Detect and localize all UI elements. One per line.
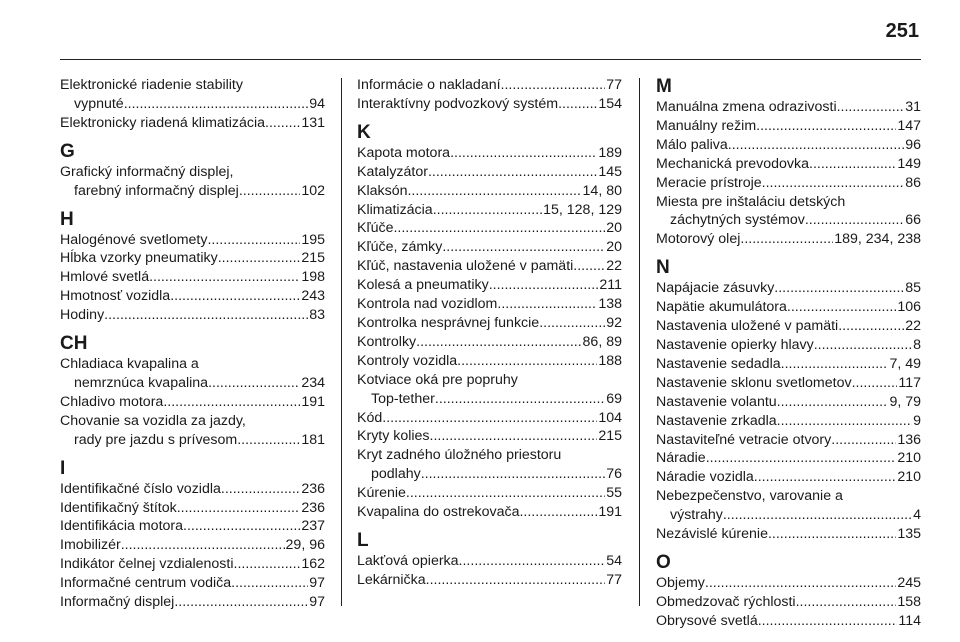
index-entry <box>60 393 325 412</box>
index-term: Nastavenie volantu <box>656 393 777 410</box>
dot-leader <box>706 449 897 468</box>
dot-leader <box>501 76 606 95</box>
index-term: Kúrenie <box>357 485 406 502</box>
index-entry <box>60 306 325 325</box>
dot-leader <box>163 393 300 412</box>
dot-leader <box>450 144 597 163</box>
index-term: Nebezpečenstvo, varovanie a <box>656 488 843 505</box>
dot-leader <box>207 231 300 250</box>
dot-leader <box>519 503 597 522</box>
index-term: Nastavenie zrkadla <box>656 412 777 429</box>
index-entry <box>656 525 921 544</box>
dot-leader <box>234 555 301 574</box>
index-entry <box>656 193 921 231</box>
page-reference: 138 <box>598 296 622 313</box>
index-entry <box>656 298 921 317</box>
dot-leader <box>407 182 581 201</box>
index-entry <box>357 238 622 257</box>
index-term: Mechanická prevodovka <box>656 155 809 172</box>
dot-leader <box>852 374 898 393</box>
index-term: Obmedzovač rýchlosti <box>656 593 796 610</box>
index-term: Lakťová opierka <box>357 552 459 569</box>
page-reference: 15, 128, 129 <box>543 201 622 218</box>
dot-leader <box>149 268 300 287</box>
index-term: Kryt zadného úložného priestoru <box>357 447 562 464</box>
index-entry <box>60 517 325 536</box>
page-reference: 210 <box>897 469 921 486</box>
index-column-1 <box>60 76 325 612</box>
index-entry <box>60 249 325 268</box>
index-term: farebný informačný displej <box>74 182 239 199</box>
index-term: vypnuté <box>74 95 124 112</box>
page-reference: 237 <box>301 518 325 535</box>
index-entry <box>357 352 622 371</box>
index-term: Identifikačný štítok <box>60 499 177 516</box>
index-term: Kľúče <box>357 220 394 237</box>
index-entry <box>656 612 921 631</box>
index-term: Hĺbka vzorky pneumatiky <box>60 250 218 267</box>
index-term: Náradie <box>656 450 706 467</box>
index-term: Kolesá a pneumatiky <box>357 277 489 294</box>
page-reference: 31 <box>905 99 921 115</box>
dot-leader <box>183 517 300 536</box>
dot-leader <box>428 163 597 182</box>
index-entry <box>656 155 921 174</box>
index-entry <box>656 593 921 612</box>
index-entry <box>60 412 325 450</box>
page-reference: 117 <box>898 374 921 391</box>
index-entry <box>656 574 921 593</box>
index-entry <box>357 552 622 571</box>
page-reference: 55 <box>606 485 622 502</box>
index-entry <box>656 412 921 431</box>
dot-leader <box>442 238 605 257</box>
dot-leader <box>838 317 904 336</box>
index-term: Elektronické riadenie stability <box>60 77 243 93</box>
dot-leader <box>777 393 889 412</box>
index-entry <box>656 374 921 393</box>
index-entry <box>656 487 921 525</box>
index-entry <box>60 480 325 499</box>
index-term: Náradie vozidla <box>656 469 754 486</box>
index-term: Kvapalina do ostrekovača <box>357 504 520 521</box>
dot-leader <box>406 484 605 503</box>
index-term: Indikátor čelnej vzdialenosti <box>60 556 234 573</box>
page-reference: 236 <box>301 499 325 516</box>
page-reference: 162 <box>301 556 325 573</box>
index-entry <box>357 446 622 484</box>
index-entry <box>60 163 325 201</box>
index-term: Nastaviteľné vetracie otvory <box>656 431 832 448</box>
page-reference: 104 <box>598 409 622 426</box>
page-reference: 189 <box>598 144 622 161</box>
index-entry <box>656 98 921 117</box>
index-entry <box>357 427 622 446</box>
letter-heading: M <box>656 76 672 97</box>
index-entry <box>357 333 622 352</box>
page-reference: 66 <box>905 212 921 229</box>
index-term: Kód <box>357 409 383 426</box>
page-reference: 211 <box>599 277 622 294</box>
dot-leader <box>121 536 285 555</box>
index-entry <box>357 257 622 276</box>
index-entry <box>357 484 622 503</box>
index-term: Katalyzátor <box>357 163 428 180</box>
page-reference: 97 <box>309 575 325 592</box>
dot-leader <box>774 279 904 298</box>
index-term: Manuálny režim <box>656 117 757 134</box>
index-term: Nastavenia uložené v pamäti <box>656 318 839 335</box>
page-reference: 243 <box>301 288 325 305</box>
index-term: Málo paliva <box>656 136 728 153</box>
dot-leader <box>558 95 597 114</box>
dot-leader <box>208 374 300 393</box>
column-divider <box>639 78 640 606</box>
letter-heading: K <box>357 121 371 143</box>
page-reference: 106 <box>897 299 921 316</box>
index-entry <box>656 393 921 412</box>
index-term: výstrahy <box>670 507 723 524</box>
page-reference: 85 <box>905 280 921 297</box>
page-reference: 22 <box>606 258 622 275</box>
page-reference: 86 <box>905 174 921 191</box>
index-entry <box>60 355 325 393</box>
dot-leader <box>231 574 308 593</box>
index-term: rady pre jazdu s prívesom <box>74 431 238 448</box>
dot-leader <box>831 431 896 450</box>
page-reference: 20 <box>606 220 622 237</box>
page-reference: 77 <box>606 77 622 93</box>
dot-leader <box>723 506 912 525</box>
index-term: Informácie o nakladaní <box>357 77 501 93</box>
index-entry <box>656 449 921 468</box>
dot-leader <box>382 409 597 428</box>
index-entry <box>60 574 325 593</box>
letter-heading: CH <box>60 333 88 355</box>
dot-leader <box>539 314 605 333</box>
index-term: Nastavenie opierky hlavy <box>656 336 814 353</box>
index-term: Klimatizácia <box>357 201 433 218</box>
dot-leader <box>218 249 301 268</box>
index-entry <box>357 219 622 238</box>
index-entry <box>357 144 622 163</box>
index-term: Obrysové svetlá <box>656 612 758 629</box>
letter-heading: N <box>656 257 670 279</box>
page-reference: 191 <box>301 393 325 410</box>
index-entry <box>60 536 325 555</box>
index-term: Kontrolka nesprávnej funkcie <box>357 314 540 331</box>
index-term: záchytných systémov <box>670 212 805 229</box>
index-entry <box>60 114 325 133</box>
index-entry <box>357 371 622 409</box>
page-reference: 77 <box>606 571 622 588</box>
index-term: Lekárnička <box>357 571 426 588</box>
page-reference: 69 <box>606 390 622 407</box>
page-reference: 147 <box>897 117 921 134</box>
dot-leader <box>433 201 542 220</box>
index-term: Kľúč, nastavenia uložené v pamäti <box>357 258 574 275</box>
index-term: Nastavenie sklonu svetlometov <box>656 374 852 391</box>
page-reference: 210 <box>897 450 921 467</box>
page-reference: 96 <box>905 136 921 153</box>
page-reference: 86, 89 <box>582 333 622 350</box>
index-term: Napätie akumulátora <box>656 299 787 316</box>
index-term: Miesta pre inštaláciu detských <box>656 193 846 210</box>
dot-leader <box>573 257 605 276</box>
index-entry <box>656 117 921 136</box>
dot-leader <box>421 465 606 484</box>
index-term: Motorový olej <box>656 231 741 248</box>
dot-leader <box>489 276 599 295</box>
index-term: Kontroly vozidla <box>357 352 458 369</box>
index-entry <box>656 136 921 155</box>
page-reference: 136 <box>897 431 921 448</box>
page-reference: 215 <box>301 250 325 267</box>
page-reference: 236 <box>301 480 325 497</box>
index-term: Top-tether <box>371 390 435 407</box>
index-term: Napájacie zásuvky <box>656 280 775 297</box>
page-reference: 97 <box>309 594 325 611</box>
page-reference: 92 <box>606 314 622 331</box>
dot-leader <box>265 114 300 133</box>
index-entry <box>60 287 325 306</box>
page-reference: 154 <box>598 95 622 112</box>
index-term: Kontrola nad vozidlom <box>357 296 498 313</box>
page-reference: 7, 49 <box>889 355 921 372</box>
dot-leader <box>497 295 597 314</box>
dot-leader <box>756 117 896 136</box>
dot-leader <box>814 336 912 355</box>
page-reference: 76 <box>606 466 622 483</box>
index-entry <box>357 571 622 590</box>
dot-leader <box>435 390 605 409</box>
page-reference: 4 <box>913 507 921 524</box>
index-term: podlahy <box>371 466 421 483</box>
index-term: Hmotnosť vozidla <box>60 288 171 305</box>
dot-leader <box>416 333 581 352</box>
index-entry <box>656 431 921 450</box>
page-reference: 14, 80 <box>582 182 622 199</box>
dot-leader <box>787 298 896 317</box>
page-reference: 198 <box>301 269 325 286</box>
page-reference: 215 <box>598 428 622 445</box>
index-entry <box>357 201 622 220</box>
dot-leader <box>221 480 300 499</box>
page-reference: 189, 234, 238 <box>834 231 921 248</box>
letter-heading: L <box>357 529 369 551</box>
page-reference: 135 <box>897 526 921 543</box>
dot-leader <box>457 352 597 371</box>
dot-leader <box>754 468 897 487</box>
dot-leader <box>805 211 904 230</box>
index-entry <box>656 355 921 374</box>
page-reference: 8 <box>913 336 921 353</box>
index-term: Chladiaca kvapalina a <box>60 356 199 373</box>
dot-leader <box>809 155 896 174</box>
page-number: 251 <box>885 20 919 42</box>
dot-leader <box>393 219 605 238</box>
dot-leader <box>237 431 300 450</box>
index-entry <box>357 95 622 114</box>
index-entry <box>60 499 325 518</box>
header-rule <box>60 59 921 60</box>
index-entry <box>656 174 921 193</box>
index-term: Meracie prístroje <box>656 174 762 191</box>
index-term: Identifikačné číslo vozidla <box>60 480 221 497</box>
dot-leader <box>104 306 308 325</box>
index-term: Kontrolky <box>357 333 417 350</box>
index-entry <box>60 231 325 250</box>
page-reference: 54 <box>606 552 622 569</box>
index-entry <box>60 76 325 114</box>
page-reference: 22 <box>905 318 921 335</box>
dot-leader <box>170 287 300 306</box>
page-reference: 9, 79 <box>889 393 921 410</box>
index-entry <box>656 317 921 336</box>
dot-leader <box>768 525 896 544</box>
index-term: Hodiny <box>60 307 105 324</box>
index-term: Manuálna zmena odrazivosti <box>656 99 837 115</box>
index-term: Kľúče, zámky <box>357 239 443 256</box>
letter-heading: O <box>656 551 671 573</box>
index-term: Informačné centrum vodiča <box>60 575 232 592</box>
page-reference: 195 <box>301 231 325 248</box>
index-term: Grafický informačný displej, <box>60 163 234 180</box>
dot-leader <box>781 355 889 374</box>
page-reference: 234 <box>301 374 325 391</box>
index-entry <box>357 314 622 333</box>
index-term: Nezávislé kúrenie <box>656 526 768 543</box>
index-entry <box>656 468 921 487</box>
page-reference: 9 <box>913 412 921 429</box>
dot-leader <box>174 593 308 612</box>
index-term: Identifikácia motora <box>60 518 184 535</box>
index-entry <box>60 268 325 287</box>
dot-leader <box>837 98 905 117</box>
index-entry <box>357 163 622 182</box>
dot-leader <box>426 571 606 590</box>
page-reference: 94 <box>309 95 325 112</box>
index-entry <box>656 279 921 298</box>
index-term: Interaktívny podvozkový systém <box>357 95 559 112</box>
page-reference: 83 <box>309 307 325 324</box>
dot-leader <box>430 427 598 446</box>
index-entry <box>357 503 622 522</box>
page-reference: 158 <box>897 593 921 610</box>
page-reference: 149 <box>897 155 921 172</box>
dot-leader <box>740 230 833 249</box>
index-term: Nastavenie sedadla <box>656 355 781 372</box>
page-reference: 114 <box>898 612 921 629</box>
page-reference: 188 <box>598 352 622 369</box>
index-term: Hmlové svetlá <box>60 269 150 286</box>
letter-heading: G <box>60 140 75 162</box>
dot-leader <box>239 182 301 201</box>
index-term: Klaksón <box>357 182 408 199</box>
index-term: Objemy <box>656 574 705 591</box>
dot-leader <box>705 574 896 593</box>
letter-heading: I <box>60 457 66 479</box>
index-column-3 <box>656 76 921 631</box>
index-column-2 <box>357 76 622 590</box>
dot-leader <box>777 412 912 431</box>
page-reference: 102 <box>301 182 325 199</box>
dot-leader <box>177 499 301 518</box>
index-term: Chladivo motora <box>60 393 164 410</box>
page-reference: 245 <box>897 574 921 591</box>
dot-leader <box>758 612 898 631</box>
index-term: Informačný displej <box>60 594 175 611</box>
page-reference: 131 <box>301 114 325 131</box>
index-entry <box>656 230 921 249</box>
page-reference: 29, 96 <box>285 537 325 554</box>
index-entry <box>60 593 325 612</box>
dot-leader <box>459 552 606 571</box>
index-term: Halogénové svetlomety <box>60 231 208 248</box>
index-entry <box>357 295 622 314</box>
index-term: Kapota motora <box>357 144 451 161</box>
dot-leader <box>124 95 309 114</box>
index-entry <box>656 336 921 355</box>
page-reference: 181 <box>301 431 325 448</box>
index-term: Kotviace oká pre popruhy <box>357 371 518 388</box>
dot-leader <box>762 174 905 193</box>
page-reference: 191 <box>598 504 622 521</box>
index-entry <box>357 276 622 295</box>
dot-leader <box>796 593 897 612</box>
index-term: Elektronicky riadená klimatizácia <box>60 114 266 131</box>
index-term: Chovanie sa vozidla za jazdy, <box>60 412 246 429</box>
dot-leader <box>728 136 904 155</box>
index-term: Imobilizér <box>60 537 121 554</box>
column-divider <box>341 78 342 606</box>
page-reference: 20 <box>606 239 622 256</box>
index-entry <box>357 76 622 95</box>
letter-heading: H <box>60 208 74 230</box>
index-entry <box>357 409 622 428</box>
page-reference: 145 <box>598 163 622 180</box>
index-term: Kryty kolies <box>357 428 430 445</box>
index-term: nemrznúca kvapalina <box>74 374 209 391</box>
index-entry <box>357 182 622 201</box>
index-entry <box>60 555 325 574</box>
